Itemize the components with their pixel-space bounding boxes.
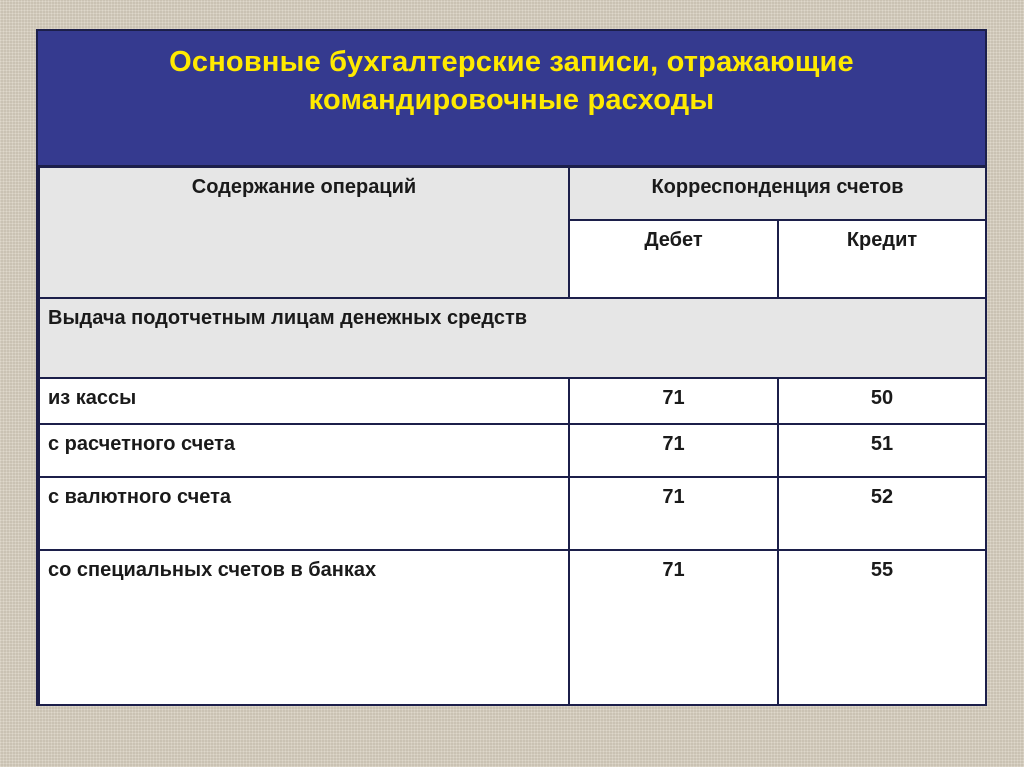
slide (36, 29, 987, 706)
row-debit: 71 (569, 477, 778, 550)
group-label: Выдача подотчетным лицам денежных средств (48, 307, 528, 329)
header-operation (39, 167, 569, 298)
header-correspondence (569, 167, 986, 220)
header-credit (778, 220, 986, 298)
row-credit: 55 (778, 550, 986, 705)
header-debit-label: Дебет (644, 229, 703, 251)
header-correspondence-label: Корреспонденция счетов (651, 176, 904, 198)
header-debit (569, 220, 778, 298)
row-credit: 50 (778, 378, 986, 424)
table-row (39, 477, 986, 550)
row-operation: из кассы (39, 378, 569, 424)
row-debit: 71 (569, 424, 778, 477)
slide-title (38, 31, 985, 119)
entries-table (38, 166, 987, 706)
table-row (39, 424, 986, 477)
table-row (39, 550, 986, 705)
row-credit: 52 (778, 477, 986, 550)
row-operation: с валютного счета (39, 477, 569, 550)
title-band (38, 31, 985, 167)
group-row (39, 298, 986, 378)
title-line-2: командировочные расходы (308, 84, 715, 116)
row-operation: со специальных счетов в банках (39, 550, 569, 705)
header-operation-label: Содержание операций (191, 176, 417, 198)
title-line-1: Основные бухгалтерские записи, отражающие (169, 46, 854, 78)
row-operation: с расчетного счета (39, 424, 569, 477)
row-debit: 71 (569, 378, 778, 424)
header-credit-label: Кредит (846, 229, 918, 251)
row-credit: 51 (778, 424, 986, 477)
row-debit: 71 (569, 550, 778, 705)
table-row (39, 378, 986, 424)
